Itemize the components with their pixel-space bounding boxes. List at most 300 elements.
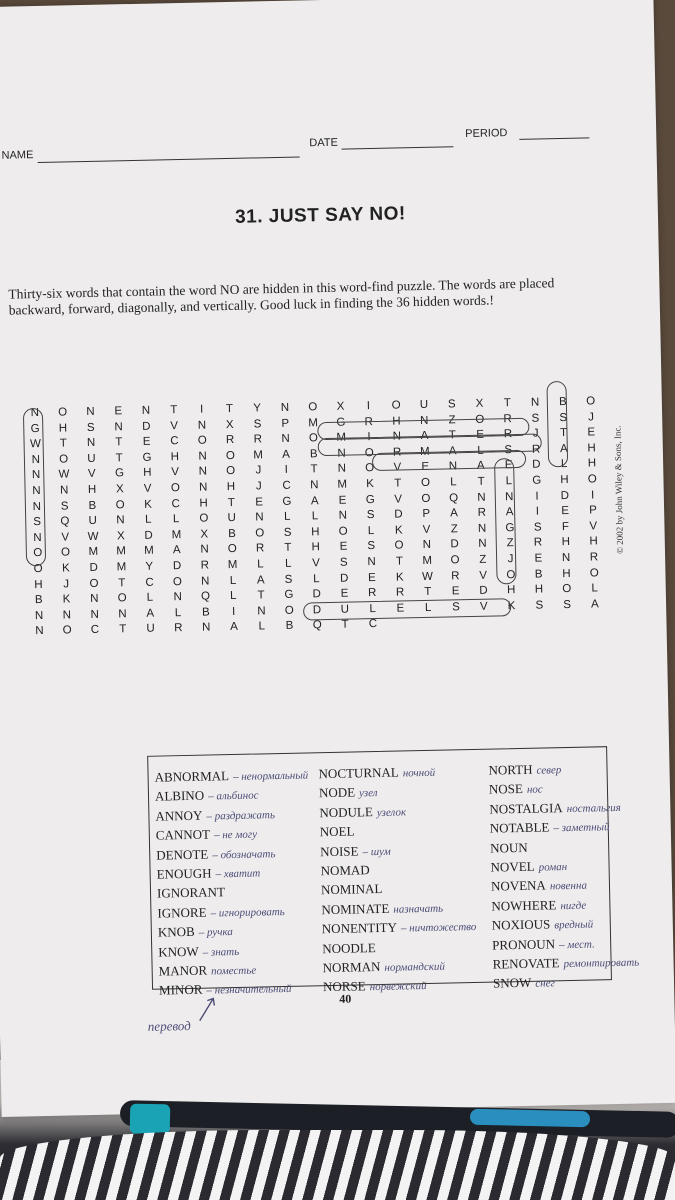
word-english: NORTH (488, 761, 533, 778)
grid-letter: T (119, 623, 127, 636)
grid-letter: O (308, 432, 319, 445)
word-translation-handwritten: – ненормальный (232, 769, 309, 784)
grid-letter: A (450, 507, 458, 520)
circled-word-nostalgia (23, 408, 46, 566)
grid-letter: N (337, 447, 346, 460)
grid-letter: E (114, 405, 123, 418)
period-line (519, 137, 589, 139)
grid-letter: B (34, 594, 43, 607)
grid-letter: Z (506, 537, 514, 550)
page-title: 31. JUST SAY NO! (234, 203, 406, 228)
grid-letter: S (60, 499, 69, 513)
grid-letter: T (559, 427, 568, 440)
handwritten-arrow-icon (197, 994, 220, 1022)
word-translation-handwritten: – ничтожество (400, 921, 477, 935)
grid-letter: W (58, 468, 70, 481)
grid-letter: N (422, 539, 432, 552)
word-list-item (489, 797, 636, 819)
grid-letter: O (225, 449, 235, 462)
grid-letter: L (313, 572, 320, 585)
grid-letter: A (590, 598, 599, 611)
grid-letter: G (142, 451, 152, 464)
grid-letter: X (116, 529, 125, 543)
grid-letter: O (59, 453, 69, 466)
grid-letter: S (531, 412, 540, 425)
grid-letter: D (142, 420, 151, 433)
word-english: NOUN (490, 839, 528, 856)
grid-letter: N (32, 500, 42, 513)
grid-letter: O (60, 546, 71, 559)
grid-letter: X (336, 400, 345, 413)
word-english: NOMINATE (321, 900, 390, 918)
grid-letter: S (563, 598, 572, 611)
word-english: ABNORMAL (154, 768, 230, 785)
word-list-item (322, 917, 477, 940)
grid-letter: R (367, 587, 377, 600)
word-english: RENOVATE (492, 955, 560, 972)
grid-letter: T (341, 618, 349, 632)
grid-letter: G (282, 495, 292, 508)
grid-letter: L (144, 513, 152, 526)
grid-letter: A (146, 607, 155, 620)
grid-letter: S (86, 421, 95, 434)
word-translation-handwritten: нигде (560, 899, 587, 913)
word-english: MANOR (158, 962, 208, 979)
word-translation-handwritten: узелок (376, 806, 407, 819)
circled-word-noodle (494, 458, 517, 584)
grid-letter: J (63, 577, 70, 591)
grid-letter: U (146, 622, 155, 636)
grid-letter: O (227, 543, 237, 556)
word-list-item (154, 765, 308, 788)
grid-letter: T (395, 555, 404, 568)
word-english: NORSE (322, 978, 366, 995)
grid-letter: Y (253, 402, 262, 415)
grid-letter: N (90, 592, 99, 606)
word-translation-handwritten: – заметный (553, 821, 610, 835)
grid-letter: U (88, 514, 98, 528)
grid-letter: N (281, 432, 290, 446)
grid-letter: B (88, 499, 97, 512)
grid-letter: E (339, 540, 348, 554)
grid-letter: N (116, 514, 125, 527)
grid-letter: U (340, 603, 350, 616)
grid-letter: T (503, 397, 511, 410)
copyright-credit: © 2002 by John Wiley & Sons, Inc. (612, 425, 626, 554)
period-label: PERIOD (465, 127, 508, 141)
grid-letter: G (30, 422, 40, 435)
word-list-item (493, 972, 640, 994)
grid-letter: L (258, 620, 266, 633)
grid-letter: N (255, 511, 264, 524)
word-translation-handwritten: – раздражать (206, 808, 276, 823)
grid-letter: P (589, 504, 597, 517)
grid-letter: H (589, 535, 598, 548)
grid-letter: L (146, 591, 154, 604)
word-translation-handwritten: нормандский (384, 960, 446, 974)
grid-letter: N (477, 491, 486, 504)
word-translation-handwritten: нос (526, 783, 543, 797)
grid-letter: L (505, 475, 513, 488)
word-list-item (492, 953, 639, 975)
grid-letter: N (561, 551, 571, 565)
grid-letter: O (506, 568, 516, 581)
grid-letter: G (284, 588, 294, 602)
word-translation-handwritten: – знать (202, 945, 240, 959)
grid-letter: B (228, 527, 236, 540)
grid-letter: T (115, 452, 123, 465)
grid-letter: Z (450, 523, 458, 536)
grid-letter: T (448, 429, 457, 442)
word-translation-handwritten: узел (358, 787, 378, 800)
grid-letter: L (229, 590, 237, 603)
grid-letter: P (422, 508, 431, 521)
grid-letter: I (367, 431, 371, 444)
grid-letter: M (419, 445, 430, 458)
grid-letter: N (201, 621, 211, 634)
word-list-column-3 (488, 759, 639, 995)
grid-letter: Z (479, 553, 487, 566)
grid-letter: O (420, 476, 431, 489)
grid-letter: O (62, 624, 72, 637)
grid-letter: S (284, 573, 293, 586)
grid-letter: O (365, 462, 375, 475)
grid-letter: E (338, 494, 347, 507)
word-english: NODULE (319, 803, 373, 821)
grid-letter: M (116, 561, 127, 574)
grid-letter: E (476, 428, 485, 442)
word-english: NOMINAL (320, 881, 383, 898)
grid-letter: J (587, 410, 594, 424)
grid-letter: U (227, 512, 236, 525)
word-translation-handwritten: – обозначать (212, 847, 276, 862)
grid-letter: K (144, 498, 152, 511)
word-translation-handwritten: – ручка (198, 926, 233, 940)
grid-letter: A (420, 430, 429, 443)
grid-letter: A (230, 621, 238, 634)
grid-letter: U (419, 398, 429, 412)
word-english: PRONOUN (492, 935, 556, 953)
word-english: MINOR (158, 982, 203, 999)
grid-letter: N (257, 605, 266, 618)
grid-letter: X (200, 528, 209, 541)
grid-letter: L (560, 458, 568, 471)
grid-letter: B (201, 606, 210, 619)
grid-letter: N (86, 405, 95, 419)
grid-letter: D (450, 538, 459, 551)
grid-letter: L (283, 510, 291, 524)
grid-letter: K (366, 477, 374, 491)
grid-letter: V (312, 557, 320, 570)
grid-letter: I (199, 403, 204, 416)
word-translation-handwritten: – хватит (215, 867, 261, 881)
grid-letter: C (145, 576, 154, 589)
word-english: KNOB (157, 924, 195, 940)
grid-letter: W (87, 530, 99, 543)
grid-letter: D (560, 489, 570, 502)
grid-letter: I (231, 605, 236, 618)
grid-letter: O (394, 539, 404, 552)
grid-letter: C (170, 435, 179, 448)
grid-letter: E (534, 552, 543, 565)
grid-letter: A (476, 460, 485, 473)
instructions: Thirty-six words that contain the word NO are hidden in this word-find puzzle. The words are placed backward, forward, diagonally, and vertically. Good luck in finding the 36 hidden words.! (8, 275, 555, 318)
word-english: IGNORE (157, 904, 207, 921)
grid-letter: D (172, 560, 182, 573)
grid-letter: N (280, 401, 290, 414)
grid-letter: A (172, 544, 181, 557)
grid-letter: K (507, 599, 516, 612)
grid-letter: N (59, 484, 69, 497)
grid-letter: V (61, 531, 70, 544)
word-english: CANNOT (155, 826, 211, 843)
grid-letter: N (33, 531, 42, 544)
grid-letter: G (114, 467, 125, 480)
grid-letter: O (587, 473, 597, 486)
grid-letter: O (33, 547, 43, 560)
grid-letter: I (284, 464, 289, 477)
grid-letter: E (396, 602, 405, 615)
grid-letter: M (171, 528, 182, 542)
grid-letter: R (200, 559, 210, 572)
grid-letter: N (504, 490, 514, 503)
grid-letter: M (253, 449, 264, 462)
grid-letter: E (451, 585, 460, 598)
grid-letter: R (395, 586, 405, 599)
grid-letter: A (310, 494, 319, 507)
grid-letter: S (559, 411, 568, 424)
grid-letter: O (421, 492, 431, 505)
word-english: NOEL (319, 823, 355, 840)
grid-letter: N (173, 591, 183, 604)
grid-letter: N (478, 538, 487, 551)
grid-letter: L (284, 557, 292, 570)
grid-letter: H (143, 467, 152, 480)
grid-letter: O (58, 406, 68, 419)
word-english: NOCTURNAL (318, 764, 399, 782)
grid-letter: D (479, 584, 488, 597)
grid-letter: D (144, 529, 153, 542)
grid-letter: N (62, 609, 72, 622)
grid-letter: R (451, 569, 460, 582)
word-list-column-1 (154, 765, 312, 1001)
grid-letter: I (535, 490, 539, 503)
grid-letter: M (88, 546, 99, 559)
grid-letter: H (560, 473, 569, 487)
grid-letter: R (255, 542, 265, 555)
grid-letter: B (285, 620, 294, 633)
grid-letter: V (87, 468, 96, 481)
grid-letter: R (253, 433, 263, 446)
grid-letter: R (364, 415, 373, 428)
grid-letter: M (308, 416, 319, 429)
grid-letter: N (448, 460, 458, 473)
word-english: NOVENA (490, 877, 547, 895)
word-english: SNOW (492, 975, 532, 992)
grid-letter: S (33, 516, 42, 529)
grid-letter: L (311, 510, 319, 523)
grid-letter: V (479, 600, 488, 613)
grid-letter: E (255, 495, 264, 509)
grid-letter: S (447, 398, 456, 411)
pen-cap (130, 1104, 171, 1135)
grid-letter: O (226, 465, 236, 478)
grid-letter: B (309, 447, 318, 461)
page-number: 40 (339, 991, 352, 1006)
word-english: ANNOY (155, 807, 203, 824)
word-english: NOXIOUS (491, 916, 551, 933)
grid-letter: H (392, 415, 401, 428)
grid-letter: K (394, 524, 403, 537)
grid-letter: V (394, 492, 403, 506)
grid-letter: X (115, 483, 124, 496)
grid-letter: R (392, 446, 402, 459)
grid-letter: T (424, 585, 432, 599)
grid-letter: O (450, 554, 460, 567)
word-english: NOISE (320, 843, 359, 859)
grid-letter: O (255, 527, 265, 540)
grid-letter: O (170, 482, 181, 495)
grid-letter: R (225, 434, 235, 447)
grid-letter: S (535, 599, 544, 612)
grid-letter: B (534, 568, 543, 581)
word-translation-handwritten: – мест. (558, 938, 595, 951)
grid-letter: W (421, 570, 434, 583)
word-english: IGNORANT (156, 884, 226, 902)
grid-letter: L (477, 444, 484, 457)
grid-letter: R (533, 536, 543, 550)
grid-letter: H (170, 450, 180, 464)
grid-letter: N (198, 465, 208, 479)
grid-letter: E (142, 435, 151, 449)
grid-letter: M (336, 431, 347, 444)
date-label: DATE (309, 136, 339, 150)
grid-letter: N (200, 575, 210, 588)
grid-letter: D (532, 458, 541, 472)
grid-letter: D (89, 561, 98, 574)
grid-letter: G (505, 521, 515, 535)
grid-letter: G (336, 416, 346, 429)
grid-letter: S (533, 521, 542, 534)
grid-letter: S (452, 600, 460, 614)
word-list-item (159, 979, 313, 1002)
grid-letter: I (535, 505, 540, 518)
grid-letter: M (116, 545, 127, 558)
grid-letter: Q (449, 491, 459, 504)
grid-letter: T (170, 404, 178, 417)
grid-letter: A (448, 445, 457, 458)
grid-letter: N (419, 414, 429, 427)
word-english: NORMAN (322, 959, 381, 976)
word-translation-handwritten: север (536, 764, 562, 777)
grid-letter: R (503, 412, 512, 425)
word-translation-handwritten: назначать (393, 902, 444, 916)
grid-letter: L (591, 582, 598, 595)
grid-letter: X (225, 418, 234, 431)
grid-letter: O (308, 401, 318, 414)
grid-letter: F (561, 520, 570, 533)
word-translation-handwritten: – не могу (213, 828, 258, 842)
grid-letter: N (338, 509, 348, 522)
pen-clip (470, 1109, 590, 1128)
grid-letter: I (590, 488, 595, 502)
grid-letter: D (339, 572, 349, 585)
word-translation-handwritten: поместье (210, 964, 257, 978)
grid-letter: E (340, 587, 349, 600)
grid-letter: N (198, 450, 207, 463)
grid-letter: O (364, 446, 374, 459)
word-translation-handwritten: новенна (549, 880, 588, 893)
grid-letter: A (281, 448, 290, 461)
word-english: NOSE (488, 781, 524, 798)
grid-letter: G (365, 493, 375, 506)
grid-letter: N (30, 407, 40, 420)
grid-letter: L (424, 601, 432, 614)
grid-letter: N (200, 543, 209, 557)
word-english: NOWHERE (491, 897, 557, 914)
grid-letter: H (199, 497, 208, 510)
grid-letter: R (531, 443, 541, 456)
grid-letter: O (115, 498, 125, 511)
grid-letter: R (174, 622, 183, 635)
grid-letter: N (90, 608, 99, 621)
grid-letter: K (61, 562, 70, 575)
grid-letter: C (90, 624, 100, 637)
grid-letter: N (197, 419, 207, 432)
grid-letter: T (118, 576, 126, 589)
grid-letter: S (339, 556, 348, 569)
word-english: KNOW (158, 943, 199, 960)
grid-letter: Z (448, 413, 456, 427)
grid-letter: O (89, 577, 99, 590)
grid-letter: O (338, 525, 348, 538)
grid-letter: D (312, 603, 322, 617)
grid-letter: L (229, 574, 237, 587)
grid-letter: B (558, 395, 567, 409)
grid-letter: N (477, 522, 487, 535)
grid-letter: N (367, 555, 376, 569)
grid-letter: R (477, 506, 487, 520)
grid-letter: V (143, 482, 152, 495)
word-english: NOMAD (320, 862, 370, 879)
grid-letter: M (337, 478, 348, 491)
grid-letter: V (171, 466, 180, 479)
grid-letter: Q (60, 515, 70, 528)
word-english: NOSTALGIA (489, 799, 563, 817)
grid-letter: V (393, 461, 402, 474)
grid-letter: S (504, 443, 513, 457)
grid-letter: O (199, 512, 209, 525)
grid-letter: H (562, 567, 571, 580)
grid-letter: A (256, 573, 265, 587)
grid-letter: M (422, 554, 433, 567)
grid-letter: N (34, 609, 44, 622)
grid-letter: T (394, 477, 402, 490)
word-translation-handwritten: – альбинос (208, 789, 259, 803)
grid-letter: Q (200, 590, 211, 603)
handwritten-note: перевод (147, 1017, 191, 1034)
word-translation-handwritten: – игнорировать (210, 905, 285, 920)
grid-letter: O (391, 399, 401, 412)
grid-letter: T (284, 542, 292, 555)
word-english: NONENTITY (321, 919, 398, 937)
grid-letter: T (310, 463, 318, 476)
word-translation-handwritten: вредный (554, 918, 594, 932)
grid-letter: V (422, 523, 431, 536)
grid-letter: L (172, 513, 180, 526)
grid-letter: J (507, 553, 514, 566)
word-translation-handwritten: ночной (402, 766, 436, 780)
